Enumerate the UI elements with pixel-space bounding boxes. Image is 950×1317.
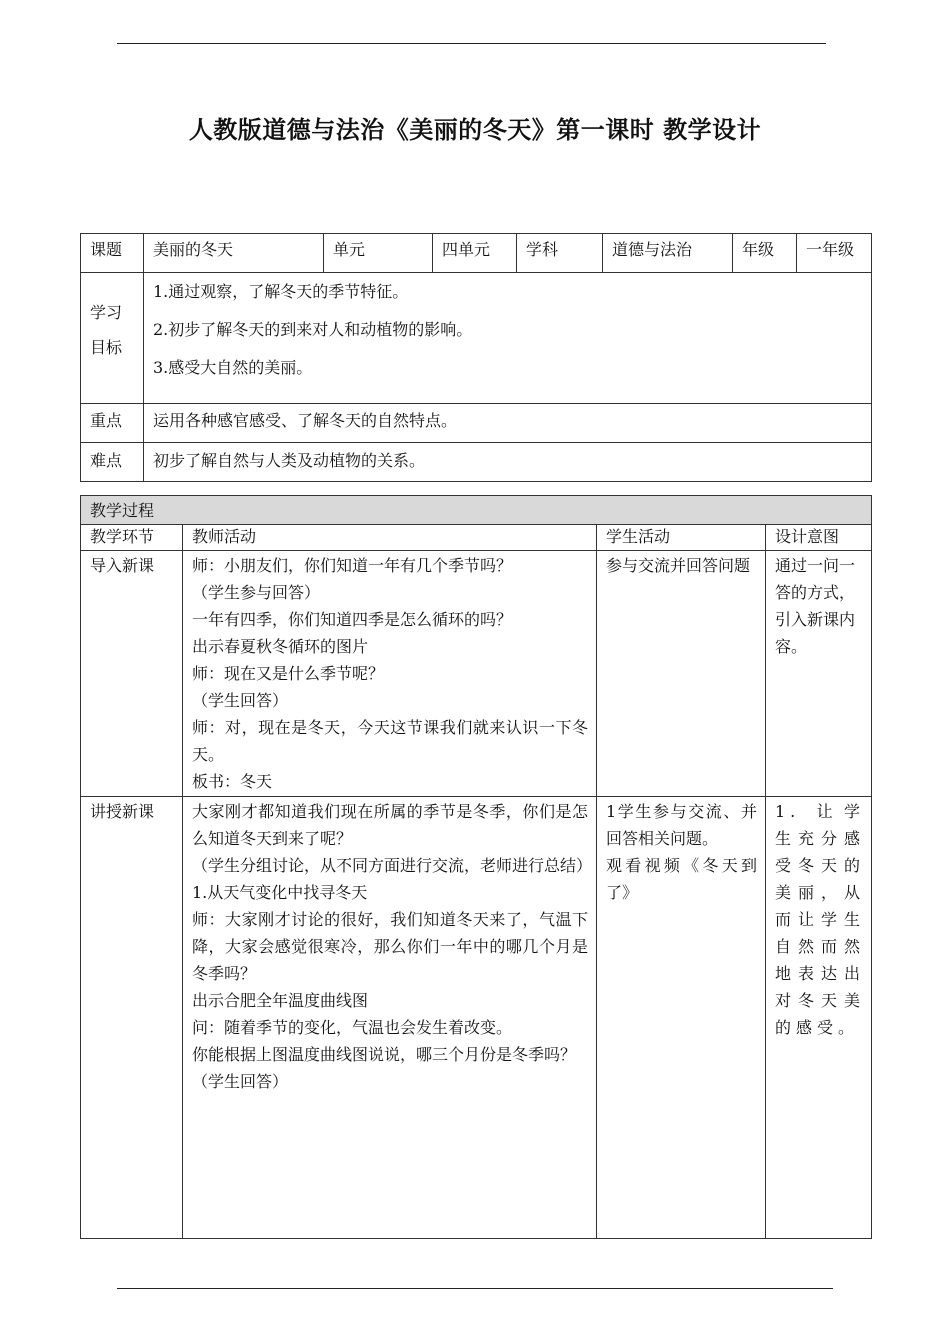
key-label: 重点 [81,404,144,443]
stage-cell: 导入新课 [81,551,183,797]
intent-line: 1. 让学生充分感受冬天的美丽，从而让学生自然而然地表达出对冬天美的感受。 [775,802,866,1037]
unit-value: 四单元 [433,234,517,273]
teacher-line: 出示合肥全年温度曲线图 [192,991,369,1010]
teacher-line: 师：小朋友们，你们知道一年有几个季节吗？ [192,556,513,575]
student-line: 1学生参与交流、并回答相关问题。 [606,802,757,848]
teacher-line: 你能根据上图温度曲线图说说，哪三个月份是冬季吗？ [192,1045,577,1064]
course-value: 美丽的冬天 [144,234,324,273]
teacher-line: 板书：冬天 [192,772,273,791]
design-intent-cell [766,797,872,1239]
teacher-line: 师：大家刚才讨论的很好，我们知道冬天来了，气温下降，大家会感觉很寒冷，那么你们一年中的哪几个月是冬季吗？ [192,910,588,983]
teacher-line: 师：现在又是什么季节呢？ [192,664,385,683]
course-label: 课题 [81,234,144,273]
key-value: 运用各种感官感受、了解冬天的自然特点。 [144,404,872,443]
column-header-stage: 教学环节 [81,525,183,551]
grade-value: 一年级 [797,234,872,273]
info-row-goals [81,273,872,404]
goal-item: 3.感受大自然的美丽。 [153,358,313,377]
teacher-line: 师：对，现在是冬天，今天这节课我们就来认识一下冬天。 [192,718,588,764]
subject-label: 学科 [517,234,603,273]
difficult-label: 难点 [81,443,144,482]
teacher-line: 大家刚才都知道我们现在所属的季节是冬季，你们是怎么知道冬天到来了呢？ [192,802,588,848]
teacher-line: （学生回答） [192,691,289,710]
goals-list [144,273,872,404]
info-row-basic [81,234,872,273]
student-activity-cell [597,797,766,1239]
teacher-activity-cell [183,551,597,797]
student-activity-cell [597,551,766,797]
table-row [81,551,872,797]
teacher-line: （学生分组讨论，从不同方面进行交流，老师进行总结） [192,856,593,875]
info-row-key [81,404,872,443]
teacher-line: （学生参与回答） [192,583,321,602]
intent-line: 通过一问一答的方式，引入新课内容。 [775,556,856,656]
grade-label: 年级 [733,234,797,273]
process-column-headers [81,525,872,551]
column-header-intent: 设计意图 [766,525,872,551]
document-title: 人教版道德与法治《美丽的冬天》第一课时 教学设计 [188,116,762,144]
teacher-line: 出示春夏秋冬循环的图片 [192,637,369,656]
teacher-line: 问：随着季节的变化，气温也会发生着改变。 [192,1018,513,1037]
subject-value: 道德与法治 [603,234,733,273]
goals-label-line-2: 目标 [90,338,123,357]
stage-cell: 讲授新课 [81,797,183,1239]
goal-item: 1.通过观察，了解冬天的季节特征。 [153,282,409,301]
teacher-line: 1.从天气变化中找寻冬天 [192,883,368,902]
teaching-process-table [80,495,872,1239]
footer-rule [117,1288,833,1289]
goals-label-line-1: 学习 [90,303,123,322]
column-header-teacher: 教师活动 [183,525,597,551]
header-rule [117,43,826,44]
goals-label [81,273,144,404]
teacher-line: （学生回答） [192,1072,289,1091]
student-line: 参与交流并回答问题 [606,556,751,575]
process-header-row [81,496,872,525]
teacher-activity-cell [183,797,597,1239]
table-row [81,797,872,1239]
teacher-line: 一年有四季，你们知道四季是怎么循环的吗？ [192,610,513,629]
difficult-value: 初步了解自然与人类及动植物的关系。 [144,443,872,482]
info-row-difficult [81,443,872,482]
design-intent-cell [766,551,872,797]
lesson-info-table [80,233,872,482]
process-header: 教学过程 [81,496,872,525]
goal-item: 2.初步了解冬天的到来对人和动植物的影响。 [153,320,473,339]
column-header-student: 学生活动 [597,525,766,551]
student-line: 观看视频《冬天到了》 [606,856,757,902]
unit-label: 单元 [324,234,433,273]
